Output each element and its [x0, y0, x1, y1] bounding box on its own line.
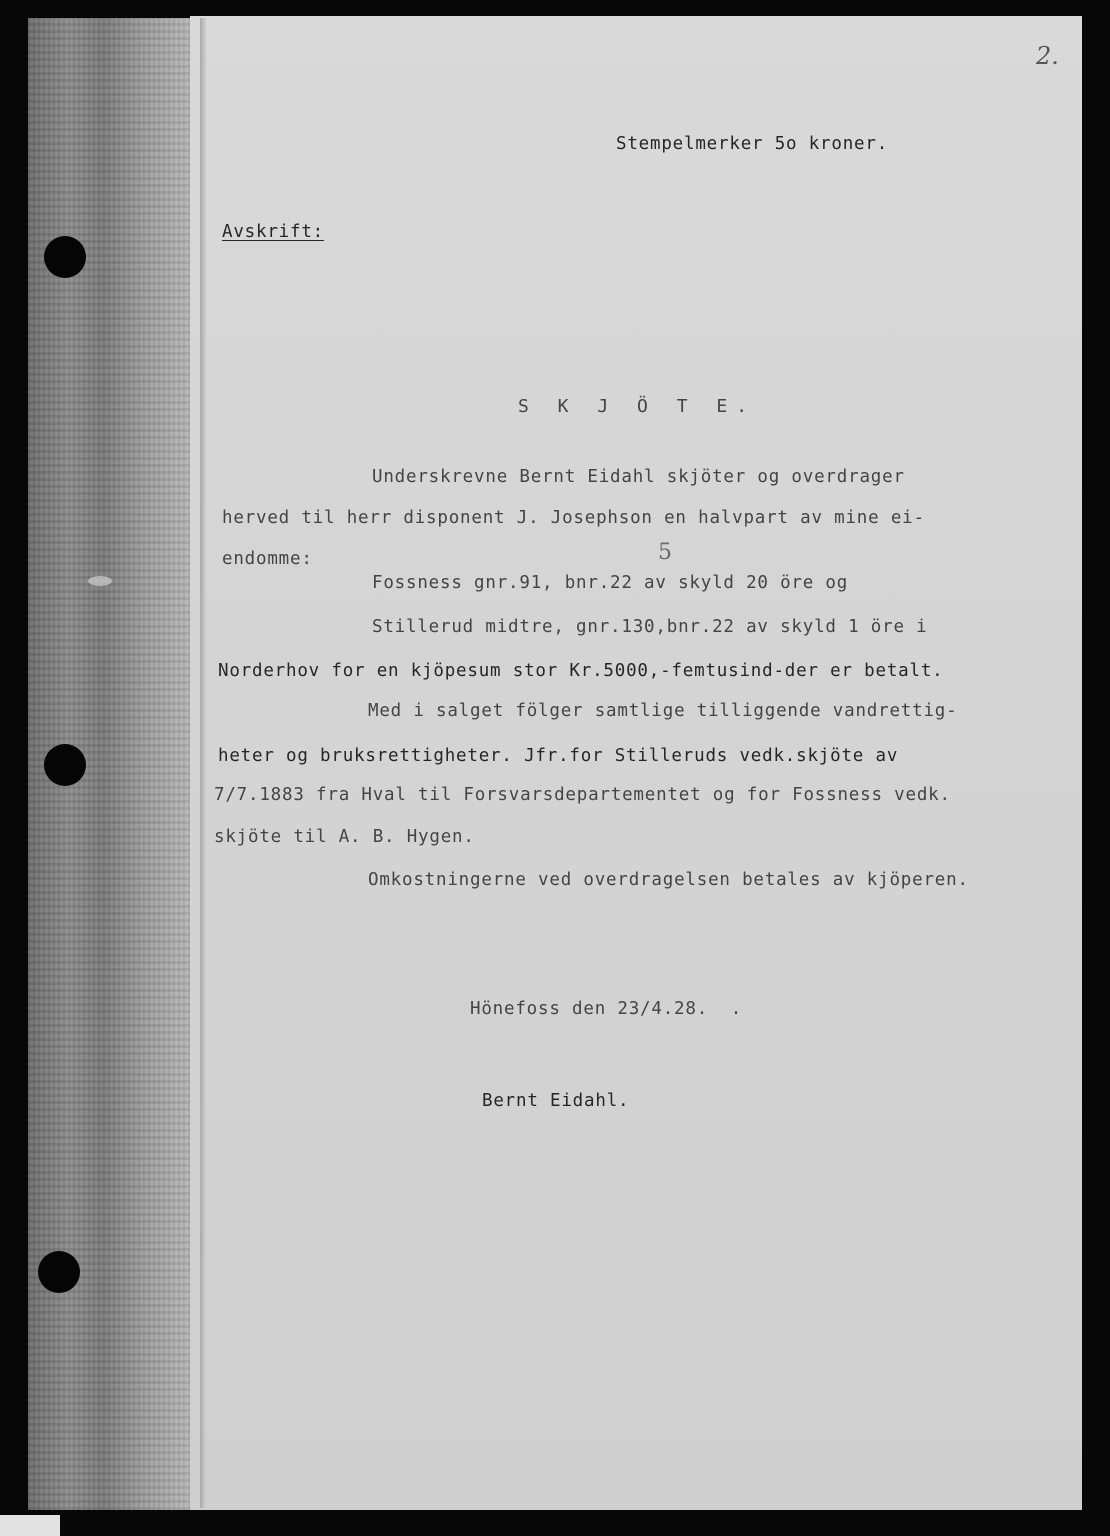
document-title: S K J Ö T E. — [518, 396, 757, 417]
punch-hole-middle — [44, 744, 86, 786]
punch-hole-top — [44, 236, 86, 278]
body-line-10: skjöte til A. B. Hygen. — [214, 827, 475, 847]
body-line-9: 7/7.1883 fra Hval til Forsvarsdepartementet og for Fossness vedk. — [214, 785, 951, 805]
body-line-8: heter og bruksrettigheter. Jfr.for Stilleruds vedk.skjöte av — [218, 746, 899, 766]
body-line-4: Fossness gnr.91, bnr.22 av skyld 20 öre og — [372, 573, 849, 593]
place-date: Hönefoss den 23/4.28. . — [470, 999, 743, 1019]
body-line-1: Underskrevne Bernt Eidahl skjöter og overdrager — [372, 467, 905, 487]
body-line-11: Omkostningerne ved overdragelsen betales av kjöperen. — [368, 870, 969, 890]
punch-hole-bottom — [38, 1251, 80, 1293]
body-line-3: endomme: — [222, 549, 313, 569]
pencil-correction: 5 — [658, 540, 672, 565]
page-number-mark: 2. — [1036, 42, 1059, 70]
stamp-line: Stempelmerker 5o kroner. — [616, 134, 889, 154]
body-line-2: herved til herr disponent J. Josephson en halvpart av mine ei- — [222, 508, 925, 528]
signature: Bernt Eidahl. — [482, 1091, 630, 1111]
body-line-5: Stillerud midtre, gnr.130,bnr.22 av skyld 1 öre i — [372, 617, 928, 637]
margin-smudge — [88, 576, 112, 586]
body-line-7: Med i salget fölger samtlige tilliggende vandrettig- — [368, 701, 958, 721]
document-heading: Avskrift: — [222, 222, 325, 242]
body-line-6: Norderhov for en kjöpesum stor Kr.5000,-femtusind-der er betalt. — [218, 661, 944, 681]
paper-fold-edge — [200, 18, 206, 1508]
scan-edge-tab — [0, 1515, 60, 1536]
